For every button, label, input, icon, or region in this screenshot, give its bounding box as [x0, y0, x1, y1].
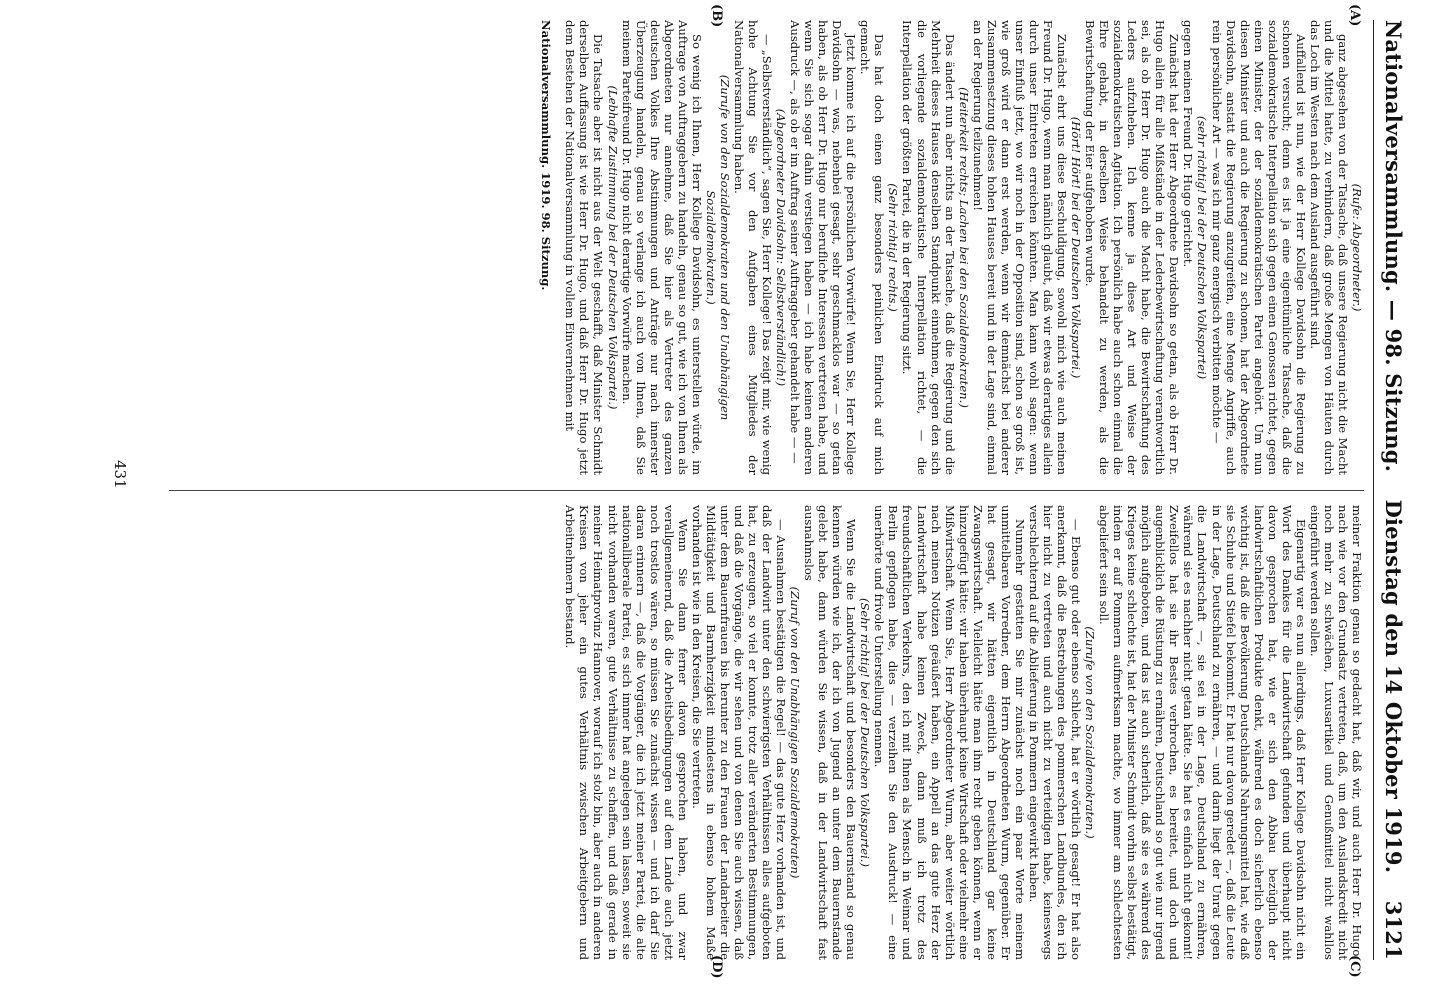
column-divider: [169, 490, 1364, 491]
right-column-paragraph: — Ebenso gut oder ebenso schlecht, hat er wörtlich gesagt! Er hat also anerkannt, daß die Bestrebungen des pommerschen Landbundes, den ich hier nicht zu vertreten und auch nicht zu verteidigen habe, keineswegs verschlechternd auf die Ablieferung in Pommern eingewirkt haben.: [1026, 505, 1084, 960]
left-column-paragraph: (Rufe: Abgeordneter.): [1350, 183, 1364, 312]
page-number: 431: [111, 460, 129, 489]
left-column-paragraph: (sehr richtig! bei der Deutschen Volkspartei): [1195, 115, 1210, 380]
margin-letter-a: (A): [1347, 4, 1362, 27]
left-column: [169, 20, 1364, 475]
left-column-paragraph: Zunächst ehrt uns diese Beschuldigung, sowohl mich wie auch meinen Freund Dr. Hugo, wenn man nämlich glaubt, daß wir etwas derartiges allein durch unser Eintreten erreichen könnten. Man kann wohl sagen: wenn unser Einfluß jetzt, wo wir noch in der Opposition sind, schon so groß ist, wie groß wird er dann erst werden, wenn wir demnächst bei anderer Zusammensetzung dieses hohen Hauses bereit und in der Lage sind, einmal an der Regierung teilzunehmen!: [970, 20, 1070, 475]
left-column-paragraph: (Heiterkeit rechts; Lachen bei den Sozialdemokraten.): [956, 87, 971, 408]
right-column: [169, 505, 1364, 960]
left-column-paragraph: So wenig ich Ihnen, Herr Kollege Davidsohn, es unterstellen würde, im Auftrage von Auftraggebern zu handeln, genau so gut, wie ich von Ihnen als Abgeordneten nur annehme, daß Sie hier als Vertreter des ganzen deutschen Volkes Ihre Abstimmungen und Anträge nur nach innerster Überzeugung handeln, genau so verlange ich auch von Ihnen, daß Sie meinem Parteifreund Dr. Hugo nicht derartige Vorwürfe machen.: [619, 20, 704, 475]
newspaper-page: [111, 4, 1414, 979]
right-column-paragraph: meiner Fraktion genau so gedacht hat, daß wir, und auch Herr Dr. Hugo, nach wie vor den Grundsatz vertreten, daß, um den Auslandskredit nicht noch mehr zu schwächen, Luxusartikel und Genußmittel nicht wahllos eingeführt werden sollen.: [1307, 505, 1364, 960]
left-column-paragraph: (Lebhafte Zustimmung bei der Deutschen Volkspartei.): [605, 85, 620, 410]
left-column-paragraph: Jetzt komme ich auf die persönlichen Vorwürfe! Wenn Sie, Herr Kollege Davidsohn — was, nebenbei gesagt, sehr geschmacklos war — so getan haben, als ob Herr Dr. Hugo nur berufliche Interessen vertreten habe, und wenn Sie sich sogar dahin verstiegen haben — ich habe keinen anderen Ausdruck —, als ob er im Auftrag seiner Auftraggeber gehandelt habe — —: [788, 20, 859, 475]
left-column-paragraph: Die Tatsache aber ist nicht aus der Welt geschafft, daß Minister Schmidt derselben Auffassung ist wie Herr Dr. Hugo, und daß Herr Dr. Hugo jetzt dem Bestehen der Nationalversammlung in vollem Einvernehmen mit: [563, 20, 606, 475]
left-column-paragraph: gegen meinen Freund Dr. Hugo gerichtet.: [1181, 20, 1196, 268]
header-right: Dienstag den 14 Oktober 1919.: [1381, 499, 1407, 874]
margin-letter-b: (B): [709, 4, 724, 28]
right-column-paragraph: Nunmehr gestatten Sie mir zunächst noch ein paar Worte meinem unmittelbaren Vorredner, dem Herrn Abgeordneten Wurm, gegenüber. Er hat gesagt, wir hätten eigentlich in Deutschland gar keine Zwangswirtschaft. Vielleicht hätte man ihm recht geben können, wenn er hinzugefügt hätte: wir haben überhaupt keine Wirtschaft oder vielmehr eine Mißwirtschaft. Wenn Sie, Herr Abgeordneter Wurm, aber weiter wörtlich nach meinen Notizen geäußert haben, ein Appell an das gute Herz der Landwirtschaft habe keinen Zweck, dann muß ich trotz des freundschaftlichen Verkehrs, den ich mit Ihnen als Mensch in Weimar und Berlin gepflogen habe, dies — verzeihen Sie den Ausdruck! — eine unerhörte und frivole Unterstellung nennen.: [872, 505, 1027, 960]
left-column-paragraph: — „Selbstverständlich“, sagen Sie, Herr Kollege! Das zeigt mir, wie wenig hohe Achtung Sie vor den Aufgaben eines Mitgliedes der Nationalversammlung haben.: [731, 20, 775, 475]
margin-letter-c: (C): [1347, 955, 1362, 978]
left-column-paragraph: (Zurufe von den Sozialdemokraten und den Unabhängigen Sozialdemokraten.): [703, 74, 732, 421]
header-left: Nationalversammlung. — 98. Sitzung.: [1381, 20, 1407, 473]
right-column-paragraph: (Sehr richtig! bei der Deutschen Volkspartei.): [858, 597, 873, 868]
right-column-paragraph: Wenn Sie dann ferner davon gesprochen haben, und zwar verallgemeinernd, daß die Arbeitsbedingungen auf dem Lande auch jetzt noch trostlos wären, so müssen Sie zunächst wissen — und ich darf Sie daran erinnern —, daß die Vorgänger, die ich jetzt meiner Partei, die alte nationalliberale Partei, es sich immer hat angelegen sein lassen, soweit sie nicht vorhanden waren, gute Verhältnisse zu schaffen, und daß gerade in meiner Heimatprovinz Hannover, worauf ich stolz bin, aber auch in anderen Kreisen von jeher ein gutes Verhältnis zwischen Arbeitgebern und Arbeitnehmern bestand.: [563, 505, 690, 960]
left-column-paragraph: Das hat doch einen ganz besonders peinlichen Eindruck auf mich gemacht.: [858, 20, 887, 475]
margin-letter-d: (D): [709, 955, 724, 979]
right-column-paragraph: Eigenartig war es nun allerdings, daß Herr Kollege Davidsohn nicht ein Wort des Dankes für die Landwirtschaft gefunden und überhaupt nicht davon gesprochen hat, wie er sich den Abbau bezüglich der landwirtschaftlichen Produkte denkt, während es doch sicherlich ebenso wichtig ist, daß die Bevölkerung Deutschlands Nahrungsmittel hat, wie daß sie Schuhe und Stiefel bekommt. Er hat nur davon geredet —, daß die Leute in der Lage, Deutschland zu ernähren, — und darin liegt der Unrat gegen die Landwirtschaft —, sie sei in der Lage, Deutschland zu ernähren, während sie es nachher nicht getan hätte. Sie hat es einfach nicht gekonnt! Zweifellos hat sie ihr Bestes verbrochen, es bereitet, und doch und augenblicklich die Rüstung zu ernähren, Deutschland so gut wie nur irgend möglich aufgeboten, und das ist auch sicherlich, daß sie es während des Krieges keine schlechte ist, hat der Minister Schmidt vorhin selbst bestätigt, indem er auf Pommern aufmerksam machte, wo immer am schlechtesten abgeliefert sein soll.: [1097, 505, 1308, 960]
left-column-paragraph: Auffallend ist nun, wie der Herr Kollege Davidsohn die Regierung zu schonen versucht; denn es ist ja eine eigentümliche Tatsache, daß die sozialdemokratische Interpellation sich gegen einen Genossen richtet, gegen einen Minister, der der sozialdemokratischen Partei angehört. Um nun diesen Minister und auch die Regierung zu schonen, hat der Abgeordnete Davidsohn, anstatt die Regierung anzugreifen, eine Menge Angriffe, auch rein persönlicher Art — was ich mir ganz energisch verbitten möchte —: [1209, 20, 1308, 475]
left-column-paragraph: Zunächst hat der Herr Abgeordnete Davidsohn so getan, als ob Herr Dr. Hugo allein für alle Mißstände in der Lederbewirtschaftung verantwortlich sei, als ob Herr Dr. Hugo auch die Macht habe, die Bewirtschaftung des Leders aufzuheben. Ich kenne ja diese Art und Weise der sozialdemokratischen Agitation. Ich persönlich habe auch schon einmal die Ehre gehabt, in derselben Weise behandelt zu werden, als die Bewirtschaftung der Eier aufgehoben wurde.: [1083, 20, 1182, 475]
left-column-paragraph: (Hört! Hört! bei der Deutschen Volkspartei.): [1069, 116, 1084, 379]
left-column-paragraph: Das ändert nun aber nichts an der Tatsache, daß die Regierung und die Mehrheit dieses Hauses denselben Standpunkt einnehmen, gegen den sich die vorliegende sozialdemokratische Interpellation richtet, — die Interpellation der größten Partei, die in der Regierung sitzt.: [900, 20, 957, 475]
right-column-paragraph: (Zuruf von den Unabhängigen Sozialdemokraten): [788, 586, 803, 879]
digitization-note: [1420, 600, 1434, 1000]
left-column-paragraph: (Sehr richtig! rechts.): [886, 183, 901, 312]
left-column-paragraph: ganz abgesehen von der Tatsache, daß unsere Regierung nicht die Macht und die Mittel hatte, zu verhindern, daß große Mengen von Häuten durch das Loch im Westen nach dem Ausland ausgeführt sind.: [1307, 20, 1350, 475]
right-column-paragraph: Wenn Sie die Landwirtschaft und besonders den Bauernstand so genau kennen würden wie ich, der ich von Jugend an unter dem Bauernstande gelebt habe, dann würden Sie wissen, daß in der Landwirtschaft fast ausnahmslos: [802, 505, 859, 960]
header-page-number: 3121: [1381, 900, 1407, 960]
page-header: [1373, 20, 1414, 960]
left-column-paragraph: (Abgeordneter Davidsohn: Selbstverständlich!): [774, 108, 789, 387]
right-column-paragraph: — Ausnahmen bestätigen die Regel! — das gute Herz vorhanden ist, und daß der Landwirt unter den schwierigsten Verhältnissen alles aufgeboten hat, zu erzeugen, so viel er konnte, trotz aller veränderten Bestimmungen, und daß die Vorgänge, die wir sehen und von denen Sie auch wissen, daß unter dem Bauernfrauen bis herunter zu den Frauen der Landarbeiter die Mildtätigkeit und Barmherzigkeit mindestens in ebenso hohem Maße vorhanden ist wie in den Kreisen, die Sie vertreten.: [689, 505, 789, 960]
right-column-paragraph: (Zurufe von den Sozialdemokraten.): [1083, 626, 1098, 839]
left-column-paragraph: Nationalversammlung. 1919. 98. Sitzung.: [539, 20, 554, 291]
